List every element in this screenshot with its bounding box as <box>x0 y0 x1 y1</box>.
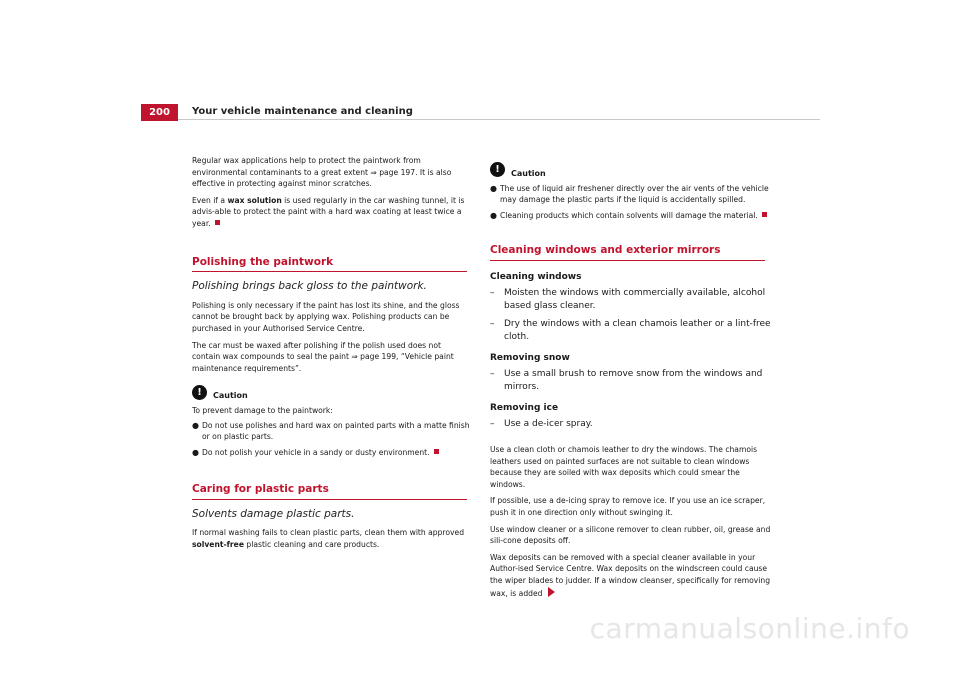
step-item <box>490 287 775 313</box>
section-title-plastic: Caring for plastic parts <box>192 484 467 500</box>
section-subtitle-plastic: Solvents damage plastic parts. <box>192 507 355 520</box>
header-rule <box>178 119 820 120</box>
watermark: carmanualsonline.info <box>589 612 910 645</box>
plastic-paragraph <box>192 527 470 550</box>
polishing-paragraph-1: Polishing is only necessary if the paint has lost its shine, and the gloss cannot be brought back by applying wax. Polishing products can be purchased in your Authorised Service Centre. <box>192 300 460 333</box>
caution-header <box>490 160 775 180</box>
section-title-windows: Cleaning windows and exterior mirrors <box>490 245 765 261</box>
steps <box>490 271 775 431</box>
step-heading: Cleaning windows <box>490 271 582 282</box>
caution-intro: To prevent damage to the paintwork: <box>192 405 333 415</box>
step-heading: Removing snow <box>490 352 570 363</box>
end-of-section-icon <box>434 449 439 454</box>
text-span: is used regularly in the car washing tunnel, it is advis-able to protect the paint with a hard wax coating at least twice a year. <box>192 195 465 228</box>
text-span: plastic cleaning and care products. <box>243 540 380 550</box>
windows-paragraph-3: Use window cleaner or a silicone remover to clean rubber, oil, grease and sili-cone deposits off. <box>490 524 771 546</box>
text-span: Even if a <box>192 195 228 205</box>
windows-paragraph-4 <box>490 552 775 599</box>
dash-icon: – <box>490 287 495 298</box>
end-of-section-icon <box>215 220 220 225</box>
caution-label: Caution <box>213 391 248 401</box>
caution-header <box>192 382 470 402</box>
step-text: Use a de-icer spray. <box>504 418 593 429</box>
bullet-icon: ● <box>490 183 497 193</box>
bullet-icon: ● <box>192 420 199 430</box>
end-of-section-icon <box>762 212 767 217</box>
wax-paragraph: Regular wax applications help to protect the paintwork from environmental contaminants to a great extent ⇒ page 197. It is also effective in protecting against minor scratches. <box>192 156 452 189</box>
exclamation-icon: ! <box>192 385 207 400</box>
caution-label: Caution <box>511 169 546 178</box>
polishing-paragraph-2: The car must be waxed after polishing if the polish used does not contain wax compounds to seal the paint ⇒ page 199, “Vehicle paint maintenance requirements”. <box>192 340 454 373</box>
running-header-title: Your vehicle maintenance and cleaning <box>192 106 413 117</box>
dash-icon: – <box>490 368 495 379</box>
bullet-icon: ● <box>490 210 497 220</box>
step-heading: Removing ice <box>490 402 559 413</box>
text-span: Cleaning products which contain solvents will damage the material. <box>500 210 758 220</box>
emphasis-term: solvent-free <box>192 540 244 550</box>
step-item <box>490 318 775 344</box>
caution-bullet <box>490 183 775 206</box>
text-span: Wax deposits can be removed with a special cleaner available in your Author-ised Service Centre. Wax deposits on the windscreen could cause the wiper blades to judder. If a window cleanser, specifically for removing wax, is added <box>490 552 771 598</box>
section-subtitle-polishing: Polishing brings back gloss to the paintwork. <box>192 280 427 293</box>
windows-paragraph-1: Use a clean cloth or chamois leather to dry the windows. The chamois leathers used on painted surfaces are not suitable to clean windows because they are soiled with wax deposits which could smear the windows. <box>490 444 758 489</box>
section-title-polishing: Polishing the paintwork <box>192 257 467 273</box>
step-text: Dry the windows with a clean chamois leather or a lint-free cloth. <box>504 318 771 342</box>
bullet-text: The use of liquid air freshener directly over the air vents of the vehicle may damage the plastic parts if the liquid is accidentally spilled. <box>500 183 769 205</box>
text-span: Do not polish your vehicle in a sandy or dusty environment. <box>202 447 430 457</box>
caution-bullet <box>192 420 470 443</box>
bullet-text <box>500 210 767 222</box>
emphasis-term: wax solution <box>227 195 282 205</box>
text-span: If normal washing fails to clean plastic parts, clean them with approved <box>192 528 465 538</box>
caution-bullet <box>192 447 470 459</box>
bullet-text: Do not use polishes and hard wax on painted parts with a matte finish or on plastic parts. <box>202 420 470 442</box>
step-text: Use a small brush to remove snow from the windows and mirrors. <box>504 368 763 392</box>
bullet-icon: ● <box>192 447 199 457</box>
dash-icon: – <box>490 418 495 429</box>
left-column <box>192 155 470 556</box>
dash-icon: – <box>490 318 495 329</box>
bullet-text <box>202 447 439 459</box>
continue-arrow-icon <box>548 587 555 597</box>
windows-paragraph-2: If possible, use a de-icing spray to remove ice. If you use an ice scraper, push it in one direction only without swinging it. <box>490 496 766 517</box>
right-column <box>490 160 775 604</box>
page-number: 200 <box>141 104 178 121</box>
caution-box <box>490 160 775 221</box>
step-item <box>490 368 775 394</box>
wax-solution-paragraph <box>192 195 470 230</box>
step-text: Moisten the windows with commercially available, alcohol based glass cleaner. <box>504 287 766 311</box>
step-item <box>490 418 775 431</box>
caution-bullet <box>490 210 775 222</box>
caution-box <box>192 382 470 458</box>
exclamation-icon: ! <box>490 162 505 177</box>
